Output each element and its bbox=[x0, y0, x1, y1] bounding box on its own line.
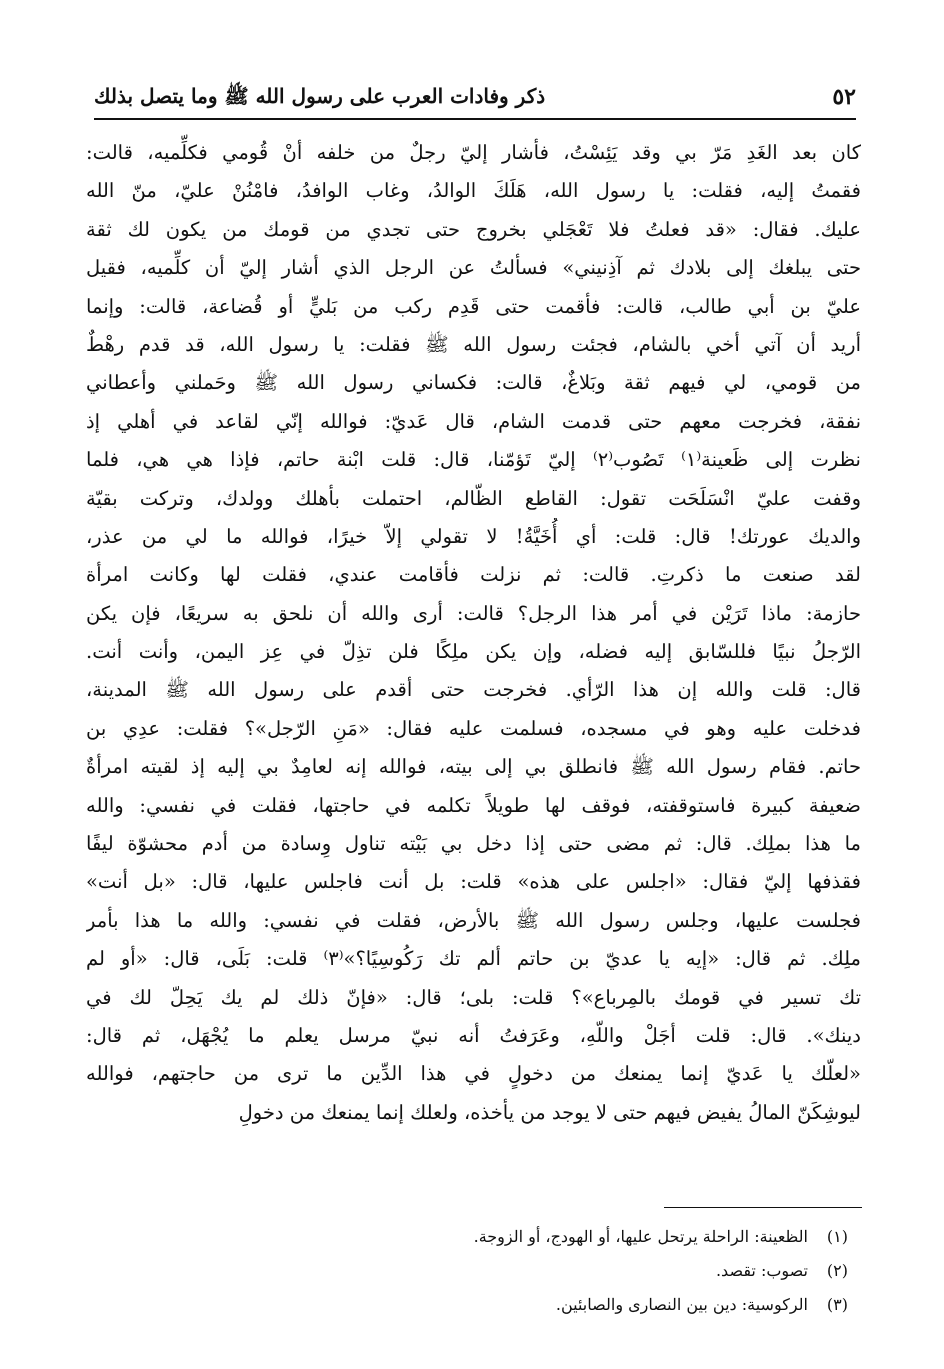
footnotes bbox=[148, 1220, 848, 1322]
text-line: أريد أن آتي أخي بالشام، فجئت رسول الله ﷺ فقلت: يا رسول الله، قد قدم رهْطٌ bbox=[86, 332, 861, 356]
footnote-number: (٢) bbox=[826, 1261, 848, 1280]
text-line: «لعلّك يا عَديّ إنما يمنعك من دخولٍ في هذا الدِّين ما ترى من حاجتهم، فوالله bbox=[86, 1062, 861, 1086]
text-line: ضعيفة كبيرة فاستوقفته، فوقف لها طويلاً تكلمه في حاجتها، فقلت في نفسي: والله bbox=[86, 793, 861, 817]
footnote bbox=[148, 1220, 848, 1254]
body-text bbox=[86, 134, 861, 1132]
text-line: كان بعد الغَدِ مَرّ بي وقد يَئِسْتُ، فأشار إليّ رجلٌ من خلفه أنْ قُومي فكلِّميه، قالت: bbox=[86, 141, 861, 164]
text-line: والديك عورتك! قال: قلت: أي أُخَيَّةُ! لا تقولي إلاّ خيرًا، فوالله ما لي من عذر، bbox=[86, 524, 861, 548]
footnote-number: (١) bbox=[826, 1227, 848, 1246]
text-line: ليوشِكَنّ المالُ يفيض فيهم حتى لا يوجد من يأخذه، ولعلك إنما يمنعك من دخولِ bbox=[238, 1100, 861, 1124]
text-line: فدخلت عليه وهو في مسجده، فسلمت عليه فقال: «مَنِ الرّجل»؟ فقلت: عدِي بن bbox=[86, 716, 861, 740]
footnote-divider bbox=[664, 1207, 862, 1208]
running-title: ذكر وفادات العرب على رسول الله ﷺ وما يتصل بذلك bbox=[94, 84, 546, 108]
footnote-number: (٣) bbox=[826, 1295, 848, 1314]
page-header bbox=[94, 78, 856, 120]
text-line: حازمة: ماذا تَرَيْن في أمر هذا الرجل؟ قالت: أرى والله أن نلحق به سريعًا، فإن يكن bbox=[86, 601, 861, 625]
text-line: فجلست عليها، وجلس رسول الله ﷺ بالأرض، فقلت في نفسي: والله ما هذا بأمر bbox=[86, 908, 861, 932]
text-line: حتى يبلغك إلى بلادك ثم آذِنيني» فسألتُ عن الرجل الذي أشار إليّ أن كلِّميه، فقيل bbox=[86, 256, 861, 280]
text-line: من قومي، لي فيهم ثقة وبَلاغٌ، قالت: فكساني رسول الله ﷺ وحَملني وأعطاني bbox=[86, 371, 861, 395]
text-line: حاتم. فقام رسول الله ﷺ فانطلق بي إلى بيته، فوالله إنه لعامِدٌ بي إليه إذ لقيته امرأةٌ bbox=[86, 755, 861, 779]
footnote bbox=[148, 1288, 848, 1322]
footnote bbox=[148, 1254, 848, 1288]
text-line: نفقة، فخرجت معهم حتى قدمت الشام، قال عَديّ: فوالله إنّي لقاعد في أهلي إذ bbox=[86, 409, 861, 433]
text-line: قال: قلت والله إن هذا الرّأي. فخرجت حتى أقدم على رسول الله ﷺ المدينة، bbox=[86, 678, 861, 702]
text-line: ملِك. ثم قال: «إيه يا عديّ بن حاتم ألم تك رَكُوسِيًا؟»⁽٣⁾ قلت: بَلَى، قال: «أو لم bbox=[86, 947, 861, 971]
text-line: عليّ بن أبي طالب، قالت: فأقمت حتى قَدِم ركب من بَليٍّ أو قُضاعة، قالت: وإنما bbox=[86, 294, 861, 318]
text-line: فقمتُ إليه، فقلت: يا رسول الله، هَلَكَ الوالدُ، وغاب الوافدُ، فامْنُنْ عليّ، منّ الله bbox=[86, 179, 861, 203]
text-line: ما هذا بملِك. قال: ثم مضى حتى إذا دخل بي بَيْته تناول وِسادة من أدم محشوّة ليفًا bbox=[86, 832, 861, 856]
text-line: نظرت إلى ظَعينة⁽١⁾ تَصُوب⁽٢⁾ إليّ تَؤمّنا، قال: قلت ابْنة حاتم، فإذا هي هي، فلما bbox=[86, 448, 861, 472]
text-line: الرّجلُ نبيًا فللسّابق إليه فضله، وإن يكن ملِكًا فلن تذِلّ في عِز اليمن، وأنت أنت. bbox=[86, 640, 861, 664]
text-line: عليك. فقال: «قد فعلتُ فلا تَعْجَلي بخروج حتى تجدي من قومك من يكون لك ثقة bbox=[86, 217, 861, 241]
page-number: ٥٢ bbox=[832, 84, 856, 110]
text-line: تك تسير في قومك بالمِرباع»؟ قلت: بلى؛ قال: «فإنّ ذلك لم يك يَحِلّ لك في bbox=[86, 985, 861, 1009]
text-line: دينك». قال: قلت أجَلْ واللّهِ، وعَرَفتُ أنه نبيّ مرسل يعلم ما يُجْهَل، ثم قال: bbox=[86, 1023, 861, 1047]
footnote-text: تصوب: تقصد. bbox=[715, 1261, 808, 1280]
text-line: لقد صنعت ما ذكرتِ. قالت: ثم نزلت فأقامت عندي، فقلت لها وكانت امرأة bbox=[86, 563, 861, 587]
text-line: وقفت عليّ انْسَلَحَت تقول: القاطع الظّالم، احتملت بأهلك وولدك، وتركت بقيّة bbox=[86, 486, 861, 510]
footnote-text: الظعينة: الراحلة يرتحل عليها، أو الهودج، أو الزوجة. bbox=[473, 1227, 808, 1246]
footnote-text: الركوسية: دين بين النصارى والصابئين. bbox=[555, 1295, 808, 1314]
text-line: فقذفها إليّ فقال: «اجلس على هذه» قلت: بل أنت فاجلس عليها، قال: «بل أنت» bbox=[86, 870, 861, 894]
